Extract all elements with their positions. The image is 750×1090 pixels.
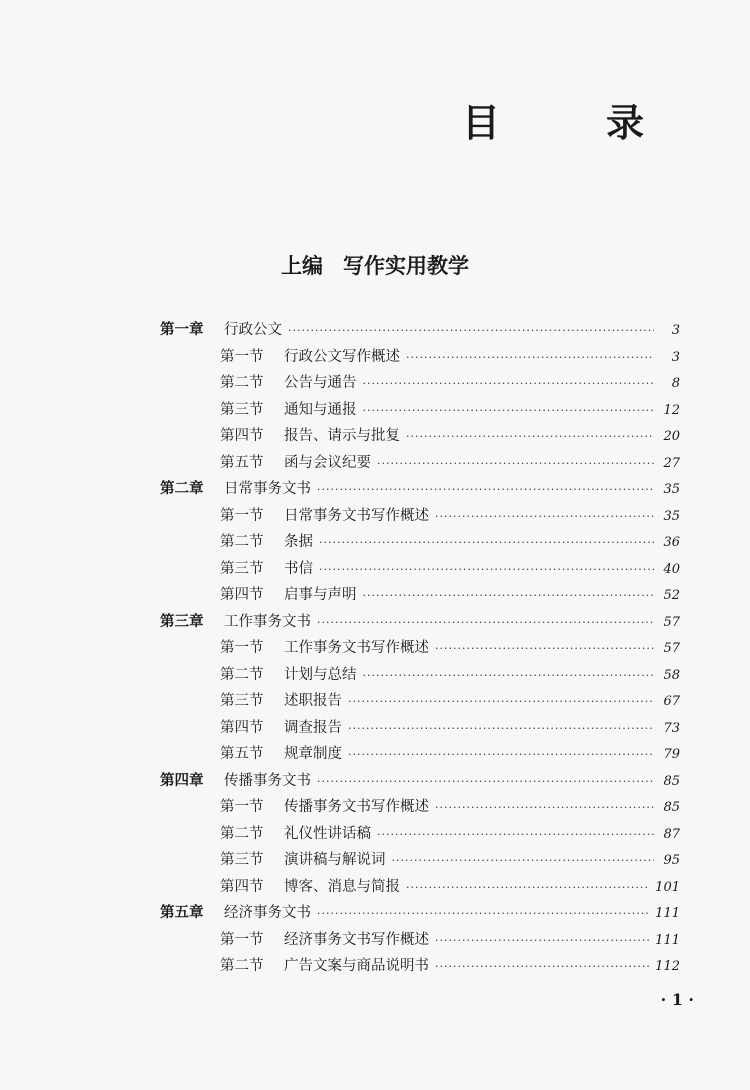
toc-entry-number: 第二节 <box>220 534 264 550</box>
toc-entry-number: 第四章 <box>160 771 204 789</box>
toc-section-entry <box>160 848 680 875</box>
toc-entry-number: 第五节 <box>220 454 264 471</box>
table-of-contents <box>160 318 680 981</box>
toc-entry-number: 第三节 <box>220 852 264 868</box>
toc-entry-page: 52 <box>663 588 680 603</box>
toc-dot-leader <box>377 457 654 470</box>
toc-dot-leader <box>317 483 654 496</box>
toc-section-entry <box>160 822 680 849</box>
toc-entry-title: 报告、请示与批复 <box>284 428 400 444</box>
toc-dot-leader <box>406 881 649 894</box>
toc-dot-leader <box>319 536 654 549</box>
toc-entry-page: 112 <box>655 959 680 974</box>
toc-entry-title: 演讲稿与解说词 <box>284 852 386 868</box>
toc-dot-leader <box>317 907 649 920</box>
toc-section-entry <box>160 371 680 398</box>
toc-section-entry <box>160 954 680 981</box>
toc-dot-leader <box>435 510 654 523</box>
toc-entry-page: 27 <box>663 455 680 471</box>
toc-entry-page: 12 <box>663 402 680 418</box>
toc-section-entry <box>160 636 680 663</box>
toc-entry-title: 博客、消息与简报 <box>284 878 400 895</box>
toc-entry-title: 工作事务文书 <box>224 613 311 630</box>
toc-entry-number: 第二章 <box>160 480 204 497</box>
toc-dot-leader <box>435 642 654 655</box>
toc-entry-page: 3 <box>671 349 680 365</box>
toc-dot-leader <box>348 695 654 708</box>
toc-entry-page: 101 <box>655 879 680 895</box>
toc-entry-title: 传播事务文书写作概述 <box>284 799 429 815</box>
page-number: · 1 · <box>660 990 694 1009</box>
toc-section-entry <box>160 345 680 372</box>
part-title <box>0 250 750 280</box>
toc-dot-leader <box>435 960 649 973</box>
toc-entry-page: 73 <box>663 720 680 736</box>
toc-dot-leader <box>363 669 655 682</box>
toc-entry-page: 35 <box>663 482 680 497</box>
toc-chapter-entry <box>160 901 680 928</box>
toc-section-entry <box>160 795 680 822</box>
toc-section-entry <box>160 583 680 610</box>
toc-entry-title: 调查报告 <box>284 719 342 736</box>
toc-entry-title: 行政公文写作概述 <box>284 348 400 365</box>
toc-entry-number: 第一节 <box>220 348 264 365</box>
toc-entry-page: 95 <box>663 853 680 868</box>
toc-section-entry <box>160 875 680 902</box>
toc-dot-leader <box>288 324 654 337</box>
toc-entry-title: 条据 <box>284 534 313 550</box>
toc-entry-number: 第四节 <box>220 719 264 736</box>
toc-entry-number: 第一节 <box>220 640 264 656</box>
toc-entry-page: 58 <box>663 667 680 683</box>
toc-entry-title: 经济事务文书 <box>224 905 311 921</box>
toc-chapter-entry <box>160 318 680 345</box>
toc-entry-page: 57 <box>663 641 680 656</box>
toc-dot-leader <box>348 748 654 761</box>
toc-dot-leader <box>435 934 649 947</box>
toc-entry-page: 111 <box>655 906 680 921</box>
toc-entry-title: 传播事务文书 <box>224 772 311 789</box>
toc-entry-number: 第二节 <box>220 375 264 391</box>
toc-entry-number: 第二节 <box>220 666 264 683</box>
toc-section-entry <box>160 451 680 478</box>
part-label: 上编 <box>281 253 323 278</box>
toc-section-entry <box>160 742 680 769</box>
toc-entry-number: 第三节 <box>220 560 264 577</box>
toc-entry-title: 启事与声明 <box>284 587 357 603</box>
toc-entry-title: 行政公文 <box>224 322 282 338</box>
toc-dot-leader <box>317 775 654 788</box>
toc-chapter-entry <box>160 610 680 637</box>
page-title: 目 录 <box>461 100 678 145</box>
toc-entry-page: 20 <box>663 429 680 444</box>
toc-entry-number: 第一章 <box>160 321 204 338</box>
toc-section-entry <box>160 504 680 531</box>
toc-section-entry <box>160 928 680 955</box>
toc-dot-leader <box>406 351 654 364</box>
toc-entry-page: 79 <box>663 747 680 762</box>
toc-entry-title: 通知与通报 <box>284 401 357 418</box>
toc-entry-title: 广告文案与商品说明书 <box>284 958 429 974</box>
toc-entry-title: 日常事务文书 <box>224 481 311 497</box>
toc-dot-leader <box>319 563 654 576</box>
toc-section-entry <box>160 663 680 690</box>
toc-entry-title: 计划与总结 <box>284 666 357 683</box>
toc-entry-page: 67 <box>663 694 680 709</box>
toc-chapter-entry <box>160 769 680 796</box>
toc-entry-number: 第四节 <box>220 428 264 444</box>
toc-entry-number: 第三节 <box>220 693 264 709</box>
toc-entry-page: 36 <box>663 535 680 550</box>
toc-entry-page: 87 <box>663 826 680 842</box>
toc-dot-leader <box>348 722 654 735</box>
part-name: 写作实用教学 <box>343 253 469 278</box>
toc-section-entry <box>160 689 680 716</box>
toc-entry-number: 第五章 <box>160 904 204 921</box>
toc-section-entry <box>160 557 680 584</box>
toc-entry-title: 述职报告 <box>284 693 342 709</box>
toc-entry-page: 35 <box>663 508 680 524</box>
toc-entry-number: 第三节 <box>220 401 264 418</box>
toc-entry-title: 工作事务文书写作概述 <box>284 640 429 656</box>
toc-entry-title: 礼仪性讲话稿 <box>284 825 371 842</box>
toc-entry-number: 第四节 <box>220 878 264 895</box>
toc-entry-number: 第三章 <box>160 612 204 630</box>
toc-section-entry <box>160 398 680 425</box>
toc-section-entry <box>160 424 680 451</box>
toc-entry-number: 第五节 <box>220 746 264 762</box>
toc-entry-page: 8 <box>671 376 680 391</box>
toc-dot-leader <box>392 854 655 867</box>
toc-entry-page: 3 <box>671 323 680 338</box>
toc-entry-page: 57 <box>663 614 680 630</box>
toc-entry-page: 111 <box>655 932 680 948</box>
toc-dot-leader <box>363 589 655 602</box>
toc-entry-number: 第一节 <box>220 799 264 815</box>
toc-dot-leader <box>363 404 655 417</box>
toc-dot-leader <box>317 616 654 629</box>
toc-entry-title: 函与会议纪要 <box>284 454 371 471</box>
toc-entry-title: 书信 <box>284 560 313 577</box>
toc-chapter-entry <box>160 477 680 504</box>
toc-dot-leader <box>435 801 654 814</box>
toc-entry-title: 公告与通告 <box>284 375 357 391</box>
toc-entry-title: 日常事务文书写作概述 <box>284 507 429 524</box>
toc-entry-page: 40 <box>663 561 680 577</box>
toc-entry-title: 经济事务文书写作概述 <box>284 931 429 948</box>
toc-entry-number: 第一节 <box>220 507 264 524</box>
toc-section-entry <box>160 716 680 743</box>
toc-entry-page: 85 <box>663 773 680 789</box>
toc-section-entry <box>160 530 680 557</box>
toc-entry-number: 第二节 <box>220 825 264 842</box>
toc-entry-title: 规章制度 <box>284 746 342 762</box>
toc-entry-number: 第二节 <box>220 958 264 974</box>
toc-dot-leader <box>377 828 654 841</box>
toc-entry-page: 85 <box>663 800 680 815</box>
toc-entry-number: 第一节 <box>220 931 264 948</box>
toc-entry-number: 第四节 <box>220 587 264 603</box>
toc-dot-leader <box>406 430 654 443</box>
toc-dot-leader <box>363 377 655 390</box>
